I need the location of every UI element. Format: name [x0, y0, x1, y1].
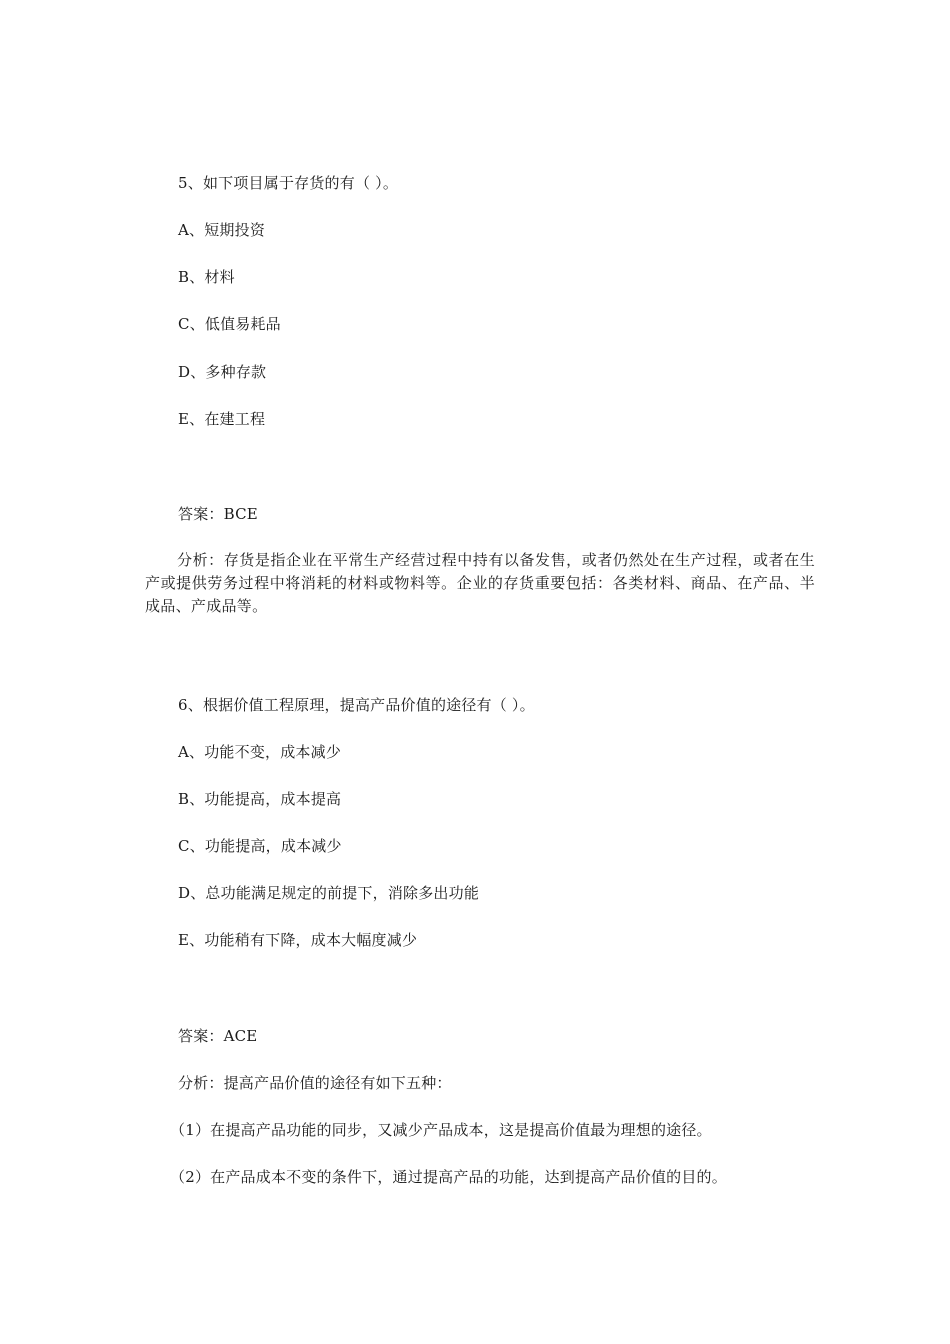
question-6-option-b: B、功能提高，成本提高: [178, 790, 342, 808]
question-6-option-a: A、功能不变，成本减少: [178, 743, 342, 761]
question-6-answer: 答案：ACE: [178, 1027, 258, 1045]
question-6-stem: 6、根据价值工程原理，提高产品价值的途径有（ ）。: [178, 696, 535, 714]
question-5-answer: 答案：BCE: [178, 505, 258, 523]
question-5-option-b: B、材料: [178, 268, 235, 286]
question-6-analysis: 分析：提高产品价值的途径有如下五种：: [178, 1074, 452, 1092]
question-6-option-d: D、总功能满足规定的前提下，消除多出功能: [178, 884, 480, 902]
question-5-analysis: 分析：存货是指企业在平常生产经营过程中持有以备发售，或者仍然处在生产过程，或者在生产或提供劳务过程中将消耗的材料或物料等。企业的存货重要包括：各类材料、商品、在产品、半成品、产成品等。: [145, 551, 815, 615]
question-6-option-e: E、功能稍有下降，成本大幅度减少: [178, 931, 418, 949]
question-5-option-d: D、多种存款: [178, 363, 267, 381]
question-5-stem: 5、如下项目属于存货的有（ ）。: [178, 174, 399, 192]
question-5-option-e: E、在建工程: [178, 410, 266, 428]
question-5-option-c: C、低值易耗品: [178, 315, 281, 333]
question-6-option-c: C、功能提高，成本减少: [178, 837, 342, 855]
question-6-point-1: （1）在提高产品功能的同步，又减少产品成本，这是提高价值最为理想的途径。: [170, 1121, 712, 1139]
question-5-option-a: A、短期投资: [178, 221, 266, 239]
question-6-point-2: （2）在产品成本不变的条件下，通过提高产品的功能，达到提高产品价值的目的。: [170, 1168, 727, 1186]
